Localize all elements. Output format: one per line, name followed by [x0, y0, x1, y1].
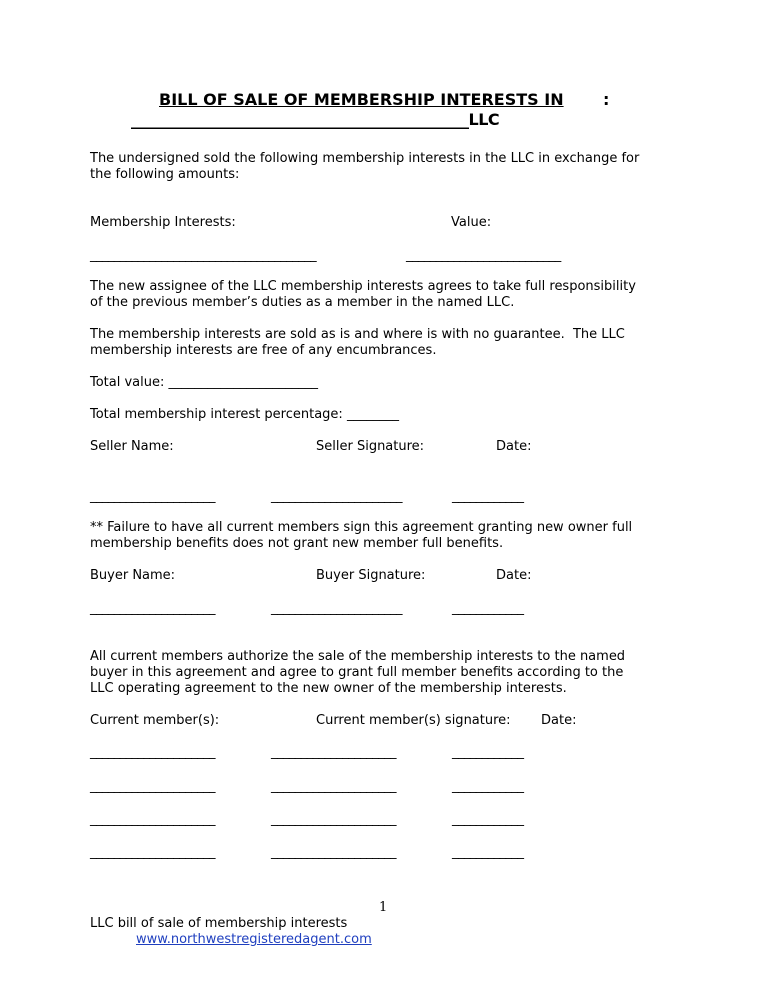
seller-date-label: Date:: [496, 439, 532, 454]
document-title: [159, 90, 564, 109]
member-name-field[interactable]: _____________________: [90, 779, 215, 794]
buyer-name-label: Buyer Name:: [90, 568, 176, 583]
llc-suffix: LLC: [468, 110, 500, 129]
buyer-date-field[interactable]: ____________: [452, 601, 524, 616]
as-is-line-1: The membership interests are sold as is and where is with no guarantee. The LLC: [90, 327, 625, 342]
member-date-field[interactable]: ____________: [452, 845, 524, 860]
buyer-date-label: Date:: [496, 568, 532, 583]
assignee-line-1: The new assignee of the LLC membership interests agrees to take full responsibility: [90, 279, 636, 294]
membership-interests-label: Membership Interests:: [90, 215, 236, 230]
member-name-field[interactable]: _____________________: [90, 745, 215, 760]
member-date-field[interactable]: ____________: [452, 779, 524, 794]
as-is-line-2: membership interests are free of any encumbrances.: [90, 343, 437, 358]
current-members-date-label: Date:: [541, 713, 577, 728]
total-percentage-field[interactable]: Total membership interest percentage: ________: [90, 407, 399, 422]
llc-name-blank: _____________________________________________: [131, 110, 469, 129]
intro-line-1: The undersigned sold the following membership interests in the LLC in exchange for: [90, 151, 640, 166]
title-heading: BILL OF SALE OF MEMBERSHIP INTERESTS IN: [159, 90, 564, 109]
authorize-line-3: LLC operating agreement to the new owner of the membership interests.: [90, 681, 567, 696]
intro-line-2: the following amounts:: [90, 167, 240, 182]
buyer-name-field[interactable]: _____________________: [90, 601, 215, 616]
member-signature-field[interactable]: _____________________: [271, 779, 396, 794]
member-signature-field[interactable]: _____________________: [271, 812, 396, 827]
value-label: Value:: [451, 215, 492, 230]
authorize-line-2: buyer in this agreement and agree to grant full member benefits according to the: [90, 665, 624, 680]
seller-date-field[interactable]: ____________: [452, 489, 524, 504]
authorize-line-1: All current members authorize the sale of the membership interests to the named: [90, 649, 626, 664]
member-date-field[interactable]: ____________: [452, 812, 524, 827]
member-signature-field[interactable]: _____________________: [271, 845, 396, 860]
member-name-field[interactable]: _____________________: [90, 845, 215, 860]
current-members-signature-label: Current member(s) signature:: [316, 713, 511, 728]
footer-document-name: LLC bill of sale of membership interests: [90, 916, 348, 931]
member-name-field[interactable]: _____________________: [90, 812, 215, 827]
buyer-signature-label: Buyer Signature:: [316, 568, 426, 583]
failure-note-line-2: membership benefits does not grant new member full benefits.: [90, 536, 504, 551]
member-date-field[interactable]: ____________: [452, 745, 524, 760]
assignee-line-2: of the previous member’s duties as a member in the named LLC.: [90, 295, 515, 310]
seller-signature-field[interactable]: ______________________: [271, 489, 402, 504]
seller-name-field[interactable]: _____________________: [90, 489, 215, 504]
title-llc-line: [131, 110, 499, 129]
seller-name-label: Seller Name:: [90, 439, 174, 454]
value-field[interactable]: __________________________: [406, 248, 561, 263]
page-number: 1: [379, 900, 388, 915]
failure-note-line-1: ** Failure to have all current members sign this agreement granting new owner full: [90, 520, 633, 535]
title-colon: :: [603, 90, 610, 109]
current-members-label: Current member(s):: [90, 713, 220, 728]
member-signature-field[interactable]: _____________________: [271, 745, 396, 760]
footer-website-link[interactable]: www.northwestregisteredagent.com: [136, 932, 372, 947]
seller-signature-label: Seller Signature:: [316, 439, 425, 454]
buyer-signature-field[interactable]: ______________________: [271, 601, 402, 616]
total-value-field[interactable]: Total value: _______________________: [90, 375, 319, 390]
membership-interests-field[interactable]: ______________________________________: [90, 248, 317, 263]
